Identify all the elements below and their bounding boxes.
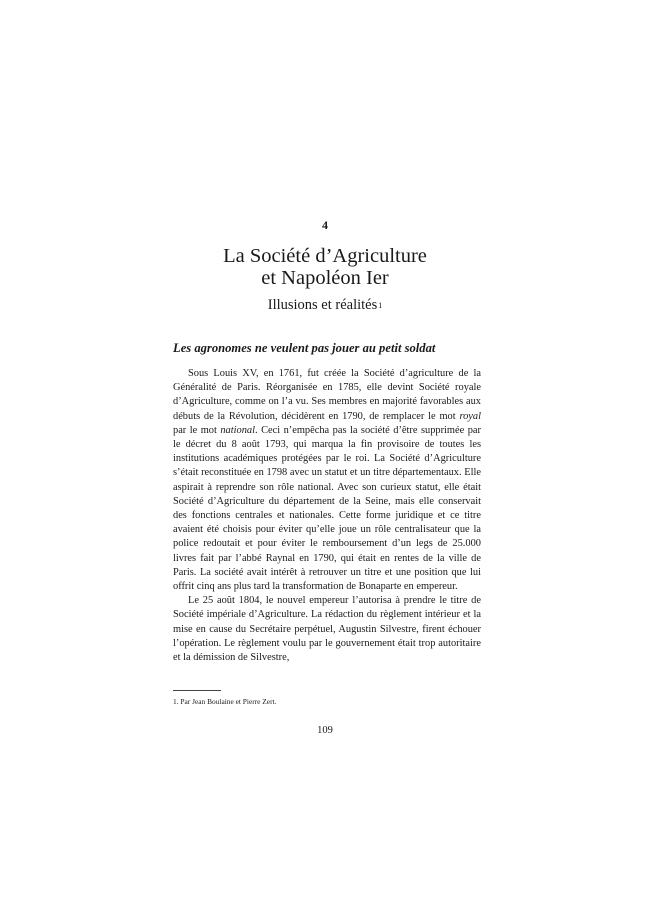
paragraph-1	[173, 367, 481, 594]
chapter-title-line-2: et Napoléon Ier	[261, 267, 389, 289]
footnote-reference: 1	[378, 301, 383, 310]
emphasis-national: national	[220, 424, 255, 436]
footnote-divider	[173, 690, 221, 691]
chapter-title-block	[0, 245, 650, 314]
emphasis-royal: royal	[459, 410, 481, 422]
chapter-number: 4	[322, 218, 328, 232]
paragraph-1-part-2: par le mot	[173, 424, 221, 436]
chapter-subtitle-text: Illusions et réalités	[267, 297, 378, 313]
page-number: 109	[317, 725, 333, 736]
chapter-subtitle	[0, 297, 650, 314]
paragraph-2: Le 25 août 1804, le nouvel empereur l’autorisa à prendre le titre de Société impériale d’Agriculture. La rédaction du règlement intérieur et la mise en cause du Secrétaire perpétuel, Augustin Silvestre, firent échouer l’opération. Le règlement voulu par le gouvernement était trop autoritaire et la démission de Silvestre,	[173, 595, 481, 664]
section-heading: Les agronomes ne veulent pas jouer au petit soldat	[173, 341, 436, 355]
paragraph-1-part-1: Sous Louis XV, en 1761, fut créée la Société d’agriculture de la Généralité de Paris. Réorganisée en 1785, elle devint Société royale d’Agriculture, comme on l’a vu. Ses membres en majorité favorables aux débuts de la Révolution, décidèrent en 1790, de remplacer le mot	[173, 368, 481, 422]
footnote: 1. Par Jean Boulaine et Pierre Zert.	[173, 697, 277, 706]
body-text	[173, 367, 481, 665]
paragraph-1-part-3: . Ceci n’empêcha pas la société d’être supprimée par le décret du 8 août 1793, qui marqua la fin provisoire de toutes les institutions académiques protégées par le roi. La Société d’Agriculture s’était reconstituée en 1798 avec un statut et un titre départementaux. Elle aspirait à reprendre son rôle national. Avec son curieux statut, elle était Société d’Agriculture du département de la Seine, mais elle conservait des fonctions centrales et nationales. Cette forme juridique et ce titre avaient été choisis pour éviter qu’elle joue un rôle centralisateur que la police redoutait et pour éviter le remboursement d’un legs de 25.000 livres fait par l’abbé Raynal en 1790, qui était en rentes de la ville de Paris. La société avait intérêt à retrouver un titre et une position que lui offrit cinq ans plus tard la transformation de Bonaparte en empereur.	[173, 424, 481, 593]
chapter-title-line-1: La Société d’Agriculture	[223, 245, 427, 267]
